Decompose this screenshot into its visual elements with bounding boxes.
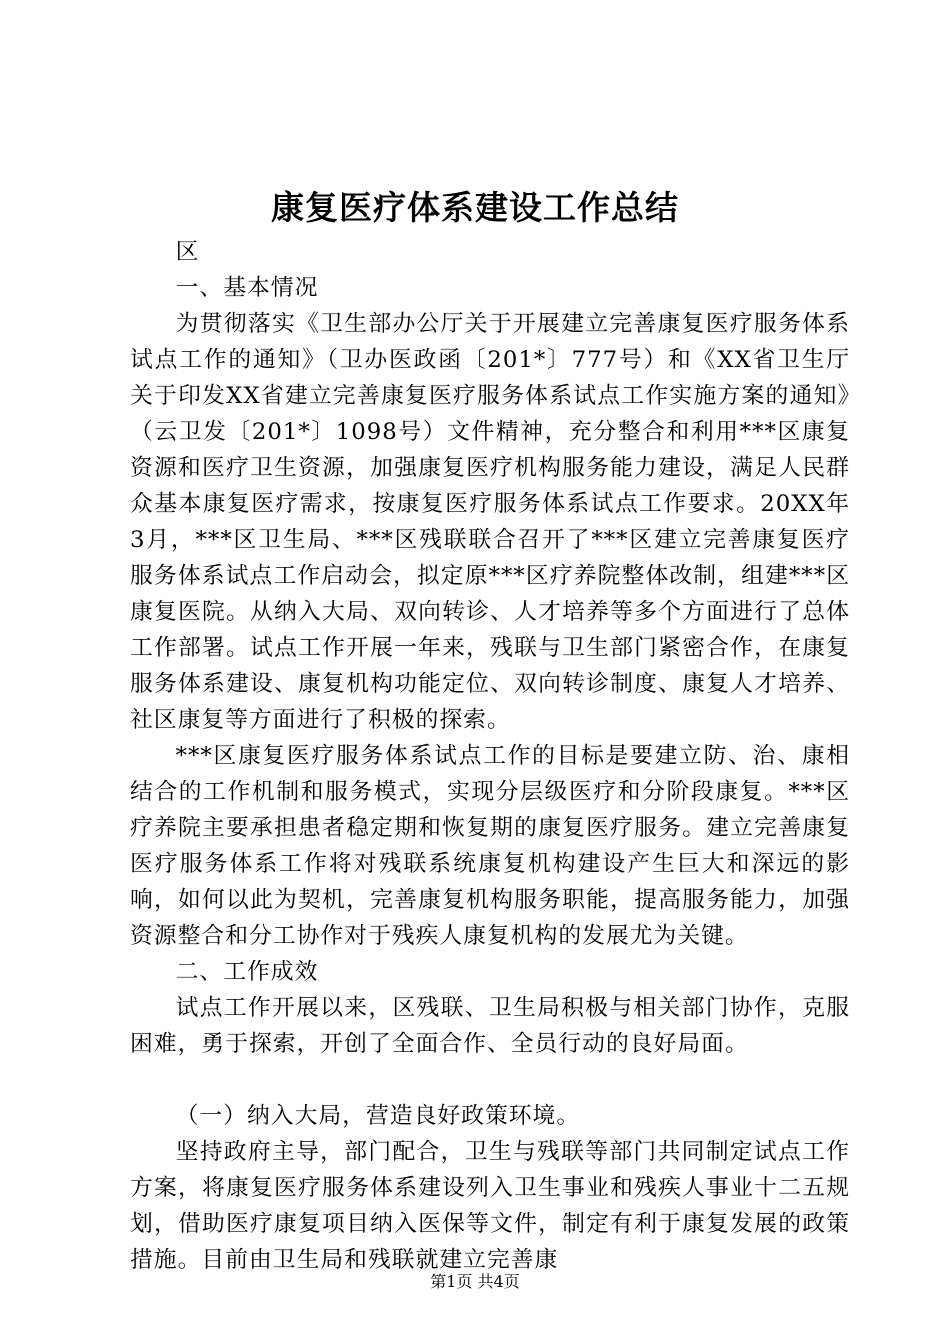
paragraph-district: 区 (175, 239, 200, 265)
page-footer: 第1页 共4页 (430, 1272, 520, 1291)
paragraph-results-intro: 试点工作开展以来，区残联、卫生局积极与相关部门协作，克服困难，勇于探索，开创了全面合作、全员行动的良好局面。 (130, 995, 850, 1057)
paragraph-goals: ***区康复医疗服务体系试点工作的目标是要建立防、治、康相结合的工作机制和服务模式，实现分层级医疗和分阶段康复。***区疗养院主要承担患者稳定期和恢复期的康复医疗服务。建立完善康复医疗服务体系工作将对残联系统康复机构建设产生巨大和深远的影响，如何以此为契机，完善康复机构服务职能，提高服务能力，加强资源整合和分工协作对于残疾人康复机构的发展尤为关键。 (130, 743, 850, 949)
section-heading-basic-situation: 一、基本情况 (175, 275, 319, 301)
paragraph-background: 为贯彻落实《卫生部办公厅关于开展建立完善康复医疗服务体系试点工作的通知》（卫办医政函〔201*〕777号）和《XX省卫生厅关于印发XX省建立完善康复医疗服务体系试点工作实施方案的通知》（云卫发〔201*〕1098号）文件精神，充分整合和利用***区康复资源和医疗卫生资源，加强康复医疗机构服务能力建设，满足人民群众基本康复医疗需求，按康复医疗服务体系试点工作要求。20XX年3月，***区卫生局、***区残联联合召开了***区建立完善康复医疗服务体系试点工作启动会，拟定原***区疗养院整体改制，组建***区康复医院。从纳入大局、双向转诊、人才培养等多个方面进行了总体工作部署。试点工作开展一年来，残联与卫生部门紧密合作，在康复服务体系建设、康复机构功能定位、双向转诊制度、康复人才培养、社区康复等方面进行了积极的探索。 (130, 311, 850, 733)
subsection-heading-policy: （一）纳入大局，营造良好政策环境。 (175, 1103, 581, 1129)
document-title: 康复医疗体系建设工作总结 (271, 188, 679, 227)
section-heading-work-results: 二、工作成效 (175, 959, 319, 985)
paragraph-policy: 坚持政府主导，部门配合，卫生与残联等部门共同制定试点工作方案，将康复医疗服务体系建设列入卫生事业和残疾人事业十二五规划，借助医疗康复项目纳入医保等文件，制定有利于康复发展的政策措施。目前由卫生局和残联就建立完善康 (130, 1139, 850, 1273)
document-body (130, 234, 850, 1278)
